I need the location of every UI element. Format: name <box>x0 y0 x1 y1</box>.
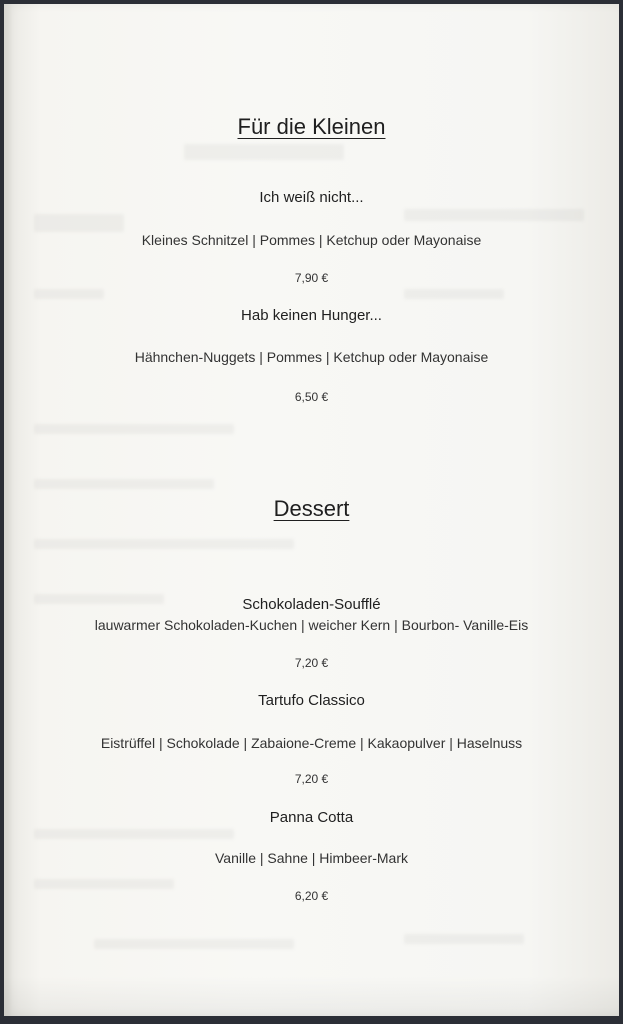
show-through-mark <box>94 939 294 949</box>
show-through-mark <box>34 424 234 434</box>
show-through-mark <box>404 289 504 299</box>
show-through-mark <box>34 879 174 889</box>
menu-item-price: 6,50 € <box>294 390 329 404</box>
menu-item-price: 6,20 € <box>294 889 329 903</box>
show-through-mark <box>34 539 294 549</box>
menu-item-description: Hähnchen-Nuggets | Pommes | Ketchup oder Mayonaise <box>134 349 489 365</box>
menu-item-name: Ich weiß nicht... <box>259 189 364 206</box>
menu-item-price: 7,20 € <box>294 656 329 670</box>
menu-item-price: 7,90 € <box>294 271 329 285</box>
menu-item-description: Eistrüffel | Schokolade | Zabaione-Creme | Kakaopulver | Haselnuss <box>100 735 523 751</box>
menu-item-name: Panna Cotta <box>269 809 354 826</box>
menu-item-name: Hab keinen Hunger... <box>241 307 382 324</box>
show-through-mark <box>34 479 214 489</box>
menu-item-name: Tartufo Classico <box>258 692 365 709</box>
menu-item-description: Vanille | Sahne | Himbeer-Mark <box>215 850 408 866</box>
section-title-dessert: Dessert <box>273 496 350 521</box>
show-through-mark <box>184 144 344 160</box>
show-through-mark <box>34 289 104 299</box>
menu-item-name: Schokoladen-Soufflé <box>242 596 381 613</box>
page-bottom-shadow <box>4 976 619 1016</box>
menu-item-price: 7,20 € <box>294 772 329 786</box>
show-through-mark <box>34 214 124 232</box>
show-through-mark <box>404 934 524 944</box>
section-title-kids: Für die Kleinen <box>237 114 386 139</box>
menu-item-description: Kleines Schnitzel | Pommes | Ketchup oder Mayonaise <box>141 232 482 248</box>
show-through-mark <box>34 829 234 839</box>
show-through-mark <box>404 209 584 221</box>
menu-item-description: lauwarmer Schokoladen-Kuchen | weicher Kern | Bourbon- Vanille-Eis <box>94 617 529 633</box>
